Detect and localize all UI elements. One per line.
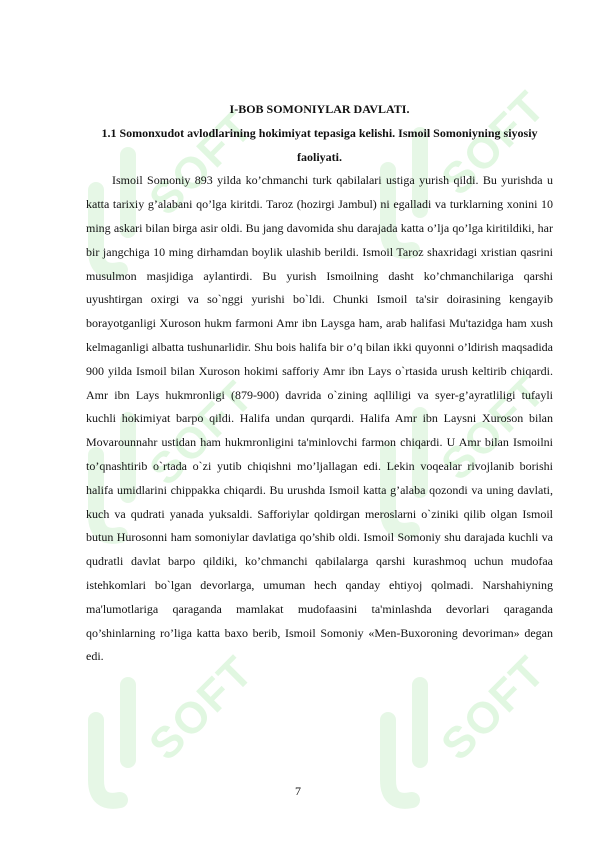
watermark-text: SOFT [140,646,264,770]
section-title: 1.1 Somonxudot avlodlarining hokimiyat tepasiga kelishi. Ismoil Somoniyning siyosiy faoliyati. [101,125,538,164]
watermark-text: SOFT [432,366,556,490]
watermark-text: SOFT [140,101,264,225]
body-paragraph: Ismoil Somoniy 893 yilda ko’chmanchi turk qabilalari ustiga yurish qildi. Bu yurishda u katta tarixiy g’alabani qo’lga kiritdi. Taroz (hozirgi Jambul) ni egalladi va turklarning xonini 10 ming askari bilan birga asir oldi. Bu jang davomida shu darajada katta o’lja qo’lga kiritildiki, har bir jangchiga 10 ming dirhamdan boylik ulashib berildi. Ismoil Taroz shaxridagi xristian qasrini musulmon masjidiga aylantirdi. Bu yurish Ismoilning dasht ko’chmanchilariga qarshi uyushtirgan oxirgi va so`nggi yurishi bo`ldi. Chunki Ismoil ta'sir doirasining kengayib borayotganligi Xuroson hukm farmoni Amr ibn Laysga ham, arab halifasi Mu'tazidga ham xush kelmaganligi albatta tushunarlidir. Shu bois halifa bir o’q bilan ikki quyonni o’ldirish maqsadida 900 yilda Ismoil bilan Xuroson hokimi safforiy Amr ibn Lays o`rtasida urush keltirib chiqardi. Amr ibn Lays hukmronligi (879-900) davrida o`zining aqlliligi va syer-g’ayratliligi tufayli kuchli hokimiyat barpo qildi. Halifa undan qurqardi. Halifa Amr ibn Laysni Xuroson bilan Movarounnahr ustidan ham hukmronligini ta'minlovchi farmon chiqardi. U Amr bilan Ismoilni to’qnashtirib o`rtada o`zi yutib chiqishni mo’ljallagan edi. Lekin voqealar rivojlanib borishi halifa umidlarini chippakka chiqardi. Bu urushda Ismoil katta g’alaba qozondi va uning davlati, kuch va qudrati yanada yuksaldi. Safforiylar qoldirgan meroslarni o`ziniki qilib olgan Ismoil butun Hurosonni ham somoniylar davlatiga qo’shib oldi. Ismoil Somoniy shu darajada kuchli va qudratli davlat barpo qildiki, ko’chmanchi qabilalarga qarshi kurashmoq uchun mudofaa istehkomlari bo`lgan devorlarga, umuman hech qanday ehtiyoj qolmadi. Narshahiyning ma'lumotlariga qaraganda mamlakat mudofaasini ta'minlashda devorlari qaraganda qo’shinlarning ro’liga katta baxo berib, Ismoil Somoniy «Men-Buxoroning devoriman» degan edi. [86,173,553,664]
watermark-text: SOFT [140,371,264,495]
watermark-text: SOFT [432,81,556,205]
chapter-title: I-BOB SOMONIYLAR DAVLATI. [229,102,410,116]
watermark-text: SOFT [432,646,556,770]
page-number: 7 [295,784,301,798]
document-body [86,98,553,669]
